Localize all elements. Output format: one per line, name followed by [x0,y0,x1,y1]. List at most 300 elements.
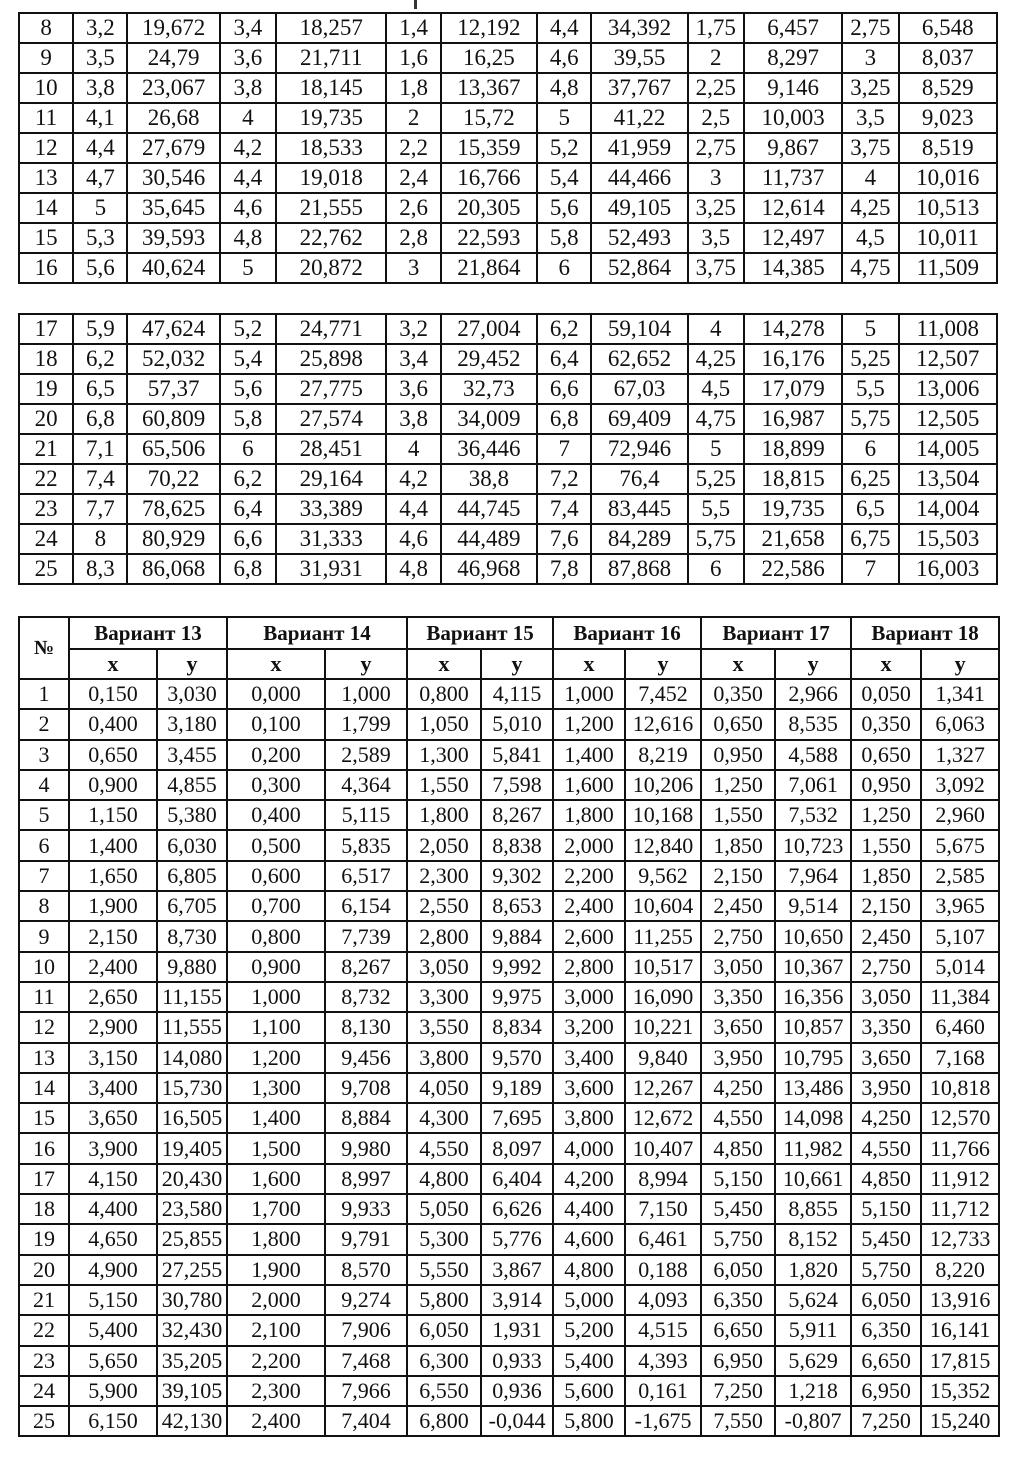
table-cell: 24,79 [127,43,219,73]
table-cell: 2,750 [701,921,775,951]
table-cell: 5,8 [220,404,276,434]
table-cell: 5,3 [73,223,127,253]
table-cell: 9,514 [775,891,851,921]
table-row [19,1376,999,1406]
table-cell: 6,6 [537,374,591,404]
table-cell: 2,960 [921,800,999,830]
table-cell: 27,004 [441,314,537,344]
table-cell: 6 [220,434,276,464]
table-cell: 37,767 [591,73,687,103]
table-cell: 7,964 [775,861,851,891]
table-cell: 6 [688,554,744,584]
table-cell: 25,855 [157,1224,227,1254]
table-cell: 3,5 [73,43,127,73]
table-cell: 12,192 [441,13,537,43]
table-cell: 5,750 [701,1224,775,1254]
table-cell: 3,2 [386,314,440,344]
table-row [19,1315,999,1345]
table-cell: 3,75 [842,133,898,163]
table-cell: 44,466 [591,163,687,193]
table-cell: 7,6 [537,524,591,554]
table-cell: 2,2 [386,133,440,163]
row-number-cell: 10 [19,952,69,982]
table-cell: 2,150 [851,891,921,921]
table-cell: 19,018 [276,163,386,193]
table-cell: 25,898 [276,344,386,374]
row-number-cell: 25 [19,554,73,584]
table-cell: 39,105 [157,1376,227,1406]
table-cell: 18,815 [744,464,842,494]
table-cell: 0,161 [625,1376,701,1406]
table-cell: 3,550 [407,1012,481,1042]
table-cell: 3,300 [407,982,481,1012]
table-cell: 10,857 [775,1012,851,1042]
table-cell: 5,4 [537,163,591,193]
row-number-cell: 17 [19,314,73,344]
table-cell: 6,2 [537,314,591,344]
table-cell: 13,916 [921,1285,999,1315]
table-cell: 0,950 [851,770,921,800]
table-cell: 4,4 [537,13,591,43]
table-cell: 5,800 [407,1285,481,1315]
table-cell: 34,392 [591,13,687,43]
table-cell: 5,150 [851,1194,921,1224]
table-cell: 17,815 [921,1346,999,1376]
table-cell: 8,855 [775,1194,851,1224]
variant-table [18,616,1000,1437]
table-cell: 1,300 [407,740,481,770]
table-cell: 8,267 [325,952,407,982]
table-cell: 10,407 [625,1133,701,1163]
table-cell: 7,598 [481,770,553,800]
table-cell: 3 [688,163,744,193]
table-cell: 11,509 [899,253,997,283]
table-cell: 3,050 [407,952,481,982]
table-cell: 3,800 [553,1103,625,1133]
table-cell: 10,003 [744,103,842,133]
table-cell: 31,333 [276,524,386,554]
table-cell: 24,771 [276,314,386,344]
table-cell: 18,533 [276,133,386,163]
table-cell: 9,146 [744,73,842,103]
table-cell: 2,25 [688,73,744,103]
x-column-header: x [407,649,481,679]
row-number-cell: 11 [19,103,73,133]
table-cell: 4,8 [386,554,440,584]
table-cell: 1,900 [227,1255,325,1285]
table-cell: 4,850 [851,1164,921,1194]
row-number-cell: 20 [19,1255,69,1285]
table-row [19,1406,999,1436]
row-number-cell: 9 [19,921,69,951]
table-cell: 5,300 [407,1224,481,1254]
table-cell: 7 [537,434,591,464]
table-cell: 27,679 [127,133,219,163]
table-cell: 15,352 [921,1376,999,1406]
table-cell: 21,555 [276,193,386,223]
table-cell: 10,661 [775,1164,851,1194]
table-cell: 8,219 [625,740,701,770]
table-cell: 3,455 [157,740,227,770]
table-cell: 0,400 [227,800,325,830]
table-cell: 0,400 [69,709,157,739]
table-cell: 4 [386,434,440,464]
table-cell: 3 [842,43,898,73]
table-cell: 3,6 [386,374,440,404]
table-cell: 6,5 [73,374,127,404]
y-column-header: y [481,649,553,679]
table-cell: 8,535 [775,709,851,739]
table-row [19,1133,999,1163]
table-cell: 0,100 [227,709,325,739]
row-number-cell: 4 [19,770,69,800]
table-cell: 13,486 [775,1073,851,1103]
table-cell: 8 [73,524,127,554]
table-cell: 1,000 [227,982,325,1012]
table-cell: 6,063 [921,709,999,739]
table-cell: 1,4 [386,13,440,43]
table-cell: 5,650 [69,1346,157,1376]
table-cell: 2,5 [688,103,744,133]
table-cell: 1,500 [227,1133,325,1163]
table-cell: 42,130 [157,1406,227,1436]
table-row [19,404,997,434]
table-cell: 1,900 [69,891,157,921]
table-cell: 9,880 [157,952,227,982]
table-cell: 9,708 [325,1073,407,1103]
table-row [19,861,999,891]
table-cell: 6,150 [69,1406,157,1436]
table-cell: 27,775 [276,374,386,404]
table-row [19,494,997,524]
table-cell: 7,4 [73,464,127,494]
y-column-header: y [325,649,407,679]
table-cell: 11,008 [899,314,997,344]
row-number-cell: 21 [19,434,73,464]
table-cell: 4,1 [73,103,127,133]
table-cell: 5,624 [775,1285,851,1315]
row-number-cell: 15 [19,1103,69,1133]
table-cell: 0,933 [481,1346,553,1376]
table-cell: 1,327 [921,740,999,770]
table-cell: 0,188 [625,1255,701,1285]
table-cell: 1,75 [688,13,744,43]
table-cell: 0,350 [851,709,921,739]
table-cell: 5,450 [701,1194,775,1224]
table-cell: 21,658 [744,524,842,554]
table-cell: 3,030 [157,679,227,709]
table-cell: 6,2 [73,344,127,374]
table-cell: 5,629 [775,1346,851,1376]
table-cell: 1,341 [921,679,999,709]
table-cell: 8,152 [775,1224,851,1254]
table-cell: 5,75 [688,524,744,554]
table-row [19,344,997,374]
table-cell: 16,356 [775,982,851,1012]
table-cell: 84,289 [591,524,687,554]
table-cell: 1,600 [553,770,625,800]
table-cell: 7,966 [325,1376,407,1406]
table-cell: 4 [220,103,276,133]
table-cell: 32,73 [441,374,537,404]
table-cell: 5,25 [842,344,898,374]
table-cell: 0,650 [69,740,157,770]
table-cell: 60,809 [127,404,219,434]
table-cell: 3,25 [842,73,898,103]
table-cell: 3,180 [157,709,227,739]
table-cell: 10,011 [899,223,997,253]
table-cell: 14,004 [899,494,997,524]
table-cell: 2,400 [227,1406,325,1436]
table-cell: 7,468 [325,1346,407,1376]
table-cell: 3,4 [386,344,440,374]
table-cell: 7,168 [921,1043,999,1073]
table-cell: 2,585 [921,861,999,891]
table-cell: 7,695 [481,1103,553,1133]
table-cell: 10,206 [625,770,701,800]
table-cell: 9,274 [325,1285,407,1315]
table-cell: 4,855 [157,770,227,800]
table-cell: 4,4 [386,494,440,524]
table-cell: 9,791 [325,1224,407,1254]
table-cell: 38,8 [441,464,537,494]
table-cell: 4,5 [688,374,744,404]
row-number-cell: 22 [19,464,73,494]
table-cell: 3,4 [220,13,276,43]
table-cell: 4,364 [325,770,407,800]
table-cell: 4,400 [69,1194,157,1224]
table-row [19,193,997,223]
table-cell: 10,723 [775,830,851,860]
table-cell: 3,600 [553,1073,625,1103]
table-cell: 2,200 [227,1346,325,1376]
variant-13-header: Вариант 13 [69,617,227,649]
table-cell: 1,150 [69,800,157,830]
table-cell: 3,000 [553,982,625,1012]
table-row [19,1164,999,1194]
table-cell: 17,079 [744,374,842,404]
table-cell: 3,965 [921,891,999,921]
table-cell: 12,616 [625,709,701,739]
table-row [19,891,999,921]
table-cell: 39,55 [591,43,687,73]
table-cell: 4,400 [553,1194,625,1224]
table-cell: 2,300 [227,1376,325,1406]
table-cell: 4,6 [220,193,276,223]
table-cell: 6,800 [407,1406,481,1436]
table-cell: 8,220 [921,1255,999,1285]
table-cell: 2 [386,103,440,133]
table-cell: 1,600 [227,1164,325,1194]
table-cell: 6,25 [842,464,898,494]
table-cell: 1,218 [775,1376,851,1406]
table-cell: 4,550 [851,1133,921,1163]
table-cell: 1,700 [227,1194,325,1224]
table-cell: 6,154 [325,891,407,921]
table-cell: 4,4 [73,133,127,163]
table-cell: 3,8 [386,404,440,434]
table-cell: 6,350 [851,1315,921,1345]
row-number-cell: 1 [19,679,69,709]
table-cell: 2,400 [553,891,625,921]
row-number-cell: 13 [19,1043,69,1073]
table-cell: 3,050 [851,982,921,1012]
table-cell: 5,675 [921,830,999,860]
table-cell: 11,712 [921,1194,999,1224]
table-cell: 7,532 [775,800,851,830]
table-cell: 16,141 [921,1315,999,1345]
table-cell: 2,000 [227,1285,325,1315]
table-row [19,709,999,739]
table-cell: 7,404 [325,1406,407,1436]
table-cell: 3,400 [69,1073,157,1103]
table-cell: 8,653 [481,891,553,921]
table-cell: 78,625 [127,494,219,524]
row-number-cell: 9 [19,43,73,73]
table-cell: 5,5 [842,374,898,404]
table-cell: 7,8 [537,554,591,584]
table-cell: 5,8 [537,223,591,253]
table-cell: 13,006 [899,374,997,404]
table-cell: 6,650 [851,1346,921,1376]
table-cell: 6,950 [851,1376,921,1406]
table-cell: 2,450 [701,891,775,921]
table-cell: 5,841 [481,740,553,770]
table-cell: 19,672 [127,13,219,43]
variant-17-header: Вариант 17 [701,617,851,649]
table-cell: 2,966 [775,679,851,709]
table-cell: 18,257 [276,13,386,43]
table-cell: 3,800 [407,1043,481,1073]
table-cell: 3,200 [553,1012,625,1042]
table-cell: 2,400 [69,952,157,982]
table-cell: 11,737 [744,163,842,193]
table-cell: 4 [688,314,744,344]
table-cell: 3,914 [481,1285,553,1315]
table-cell: 7,906 [325,1315,407,1345]
table-cell: 8,529 [899,73,997,103]
table-cell: 5,6 [220,374,276,404]
table-cell: 20,305 [441,193,537,223]
table-cell: 9,189 [481,1073,553,1103]
table-cell: 5,550 [407,1255,481,1285]
table-cell: 86,068 [127,554,219,584]
table-cell: 4,6 [386,524,440,554]
table-cell: 5,6 [537,193,591,223]
table-cell: 4,800 [407,1164,481,1194]
table-cell: 0,900 [227,952,325,982]
table-cell: 0,700 [227,891,325,921]
table-cell: 2,200 [553,861,625,891]
table-cell: 52,493 [591,223,687,253]
table-cell: 6,705 [157,891,227,921]
table-cell: 0,600 [227,861,325,891]
scan-mark [414,0,417,9]
table-cell: 6,460 [921,1012,999,1042]
table-cell: 7,250 [701,1376,775,1406]
table-cell: 5 [842,314,898,344]
table-cell: 16,505 [157,1103,227,1133]
table-cell: 6,550 [407,1376,481,1406]
table-cell: 4,588 [775,740,851,770]
table-cell: 9,884 [481,921,553,951]
table-cell: 4,150 [69,1164,157,1194]
table-cell: 6 [842,434,898,464]
table-row [19,1012,999,1042]
table-cell: 10,818 [921,1073,999,1103]
table-cell: 8,037 [899,43,997,73]
table-cell: 8,519 [899,133,997,163]
table-cell: 5,014 [921,952,999,982]
table-cell: 6,548 [899,13,997,43]
table-cell: 3,092 [921,770,999,800]
table-cell: 4,75 [842,253,898,283]
table-row [19,1043,999,1073]
table-cell: 1,800 [407,800,481,830]
table-cell: 35,205 [157,1346,227,1376]
table-cell: 3,350 [851,1012,921,1042]
table-cell: 6,950 [701,1346,775,1376]
table-cell: 76,4 [591,464,687,494]
row-number-cell: 13 [19,163,73,193]
table-cell: 10,016 [899,163,997,193]
table-row [19,524,997,554]
table-cell: 0,936 [481,1376,553,1406]
table-cell: 5,400 [69,1315,157,1345]
table-cell: 10,517 [625,952,701,982]
table-cell: 6,4 [537,344,591,374]
table-cell: 80,929 [127,524,219,554]
row-number-cell: 19 [19,374,73,404]
table-cell: 8,297 [744,43,842,73]
row-number-cell: 20 [19,404,73,434]
table-cell: 14,278 [744,314,842,344]
table-cell: 4,5 [842,223,898,253]
row-number-cell: 18 [19,344,73,374]
table-row [19,434,997,464]
table-cell: 4,2 [220,133,276,163]
table-cell: 1,100 [227,1012,325,1042]
table-cell: 5,9 [73,314,127,344]
table-cell: 40,624 [127,253,219,283]
table-row [19,13,997,43]
table-cell: 1,250 [701,770,775,800]
table-cell: 7,150 [625,1194,701,1224]
table-cell: 3,950 [851,1073,921,1103]
table-cell: 6,050 [851,1285,921,1315]
table-cell: 5,600 [553,1376,625,1406]
table-cell: 12,505 [899,404,997,434]
row-number-cell: 7 [19,861,69,891]
table-cell: 3 [386,253,440,283]
table-cell: 4,115 [481,679,553,709]
table-cell: 33,389 [276,494,386,524]
table-cell: 8,997 [325,1164,407,1194]
table-cell: 12,672 [625,1103,701,1133]
variant-18-header: Вариант 18 [851,617,999,649]
table-cell: 8,732 [325,982,407,1012]
table-cell: 11,555 [157,1012,227,1042]
table-cell: 41,22 [591,103,687,133]
table-cell: 4,650 [69,1224,157,1254]
table-cell: 3,650 [701,1012,775,1042]
table-cell: 7,7 [73,494,127,524]
table-cell: 11,255 [625,921,701,951]
table-cell: 5,25 [688,464,744,494]
table-cell: 3,5 [688,223,744,253]
table-cell: 2,600 [553,921,625,951]
table-cell: 5,4 [220,344,276,374]
